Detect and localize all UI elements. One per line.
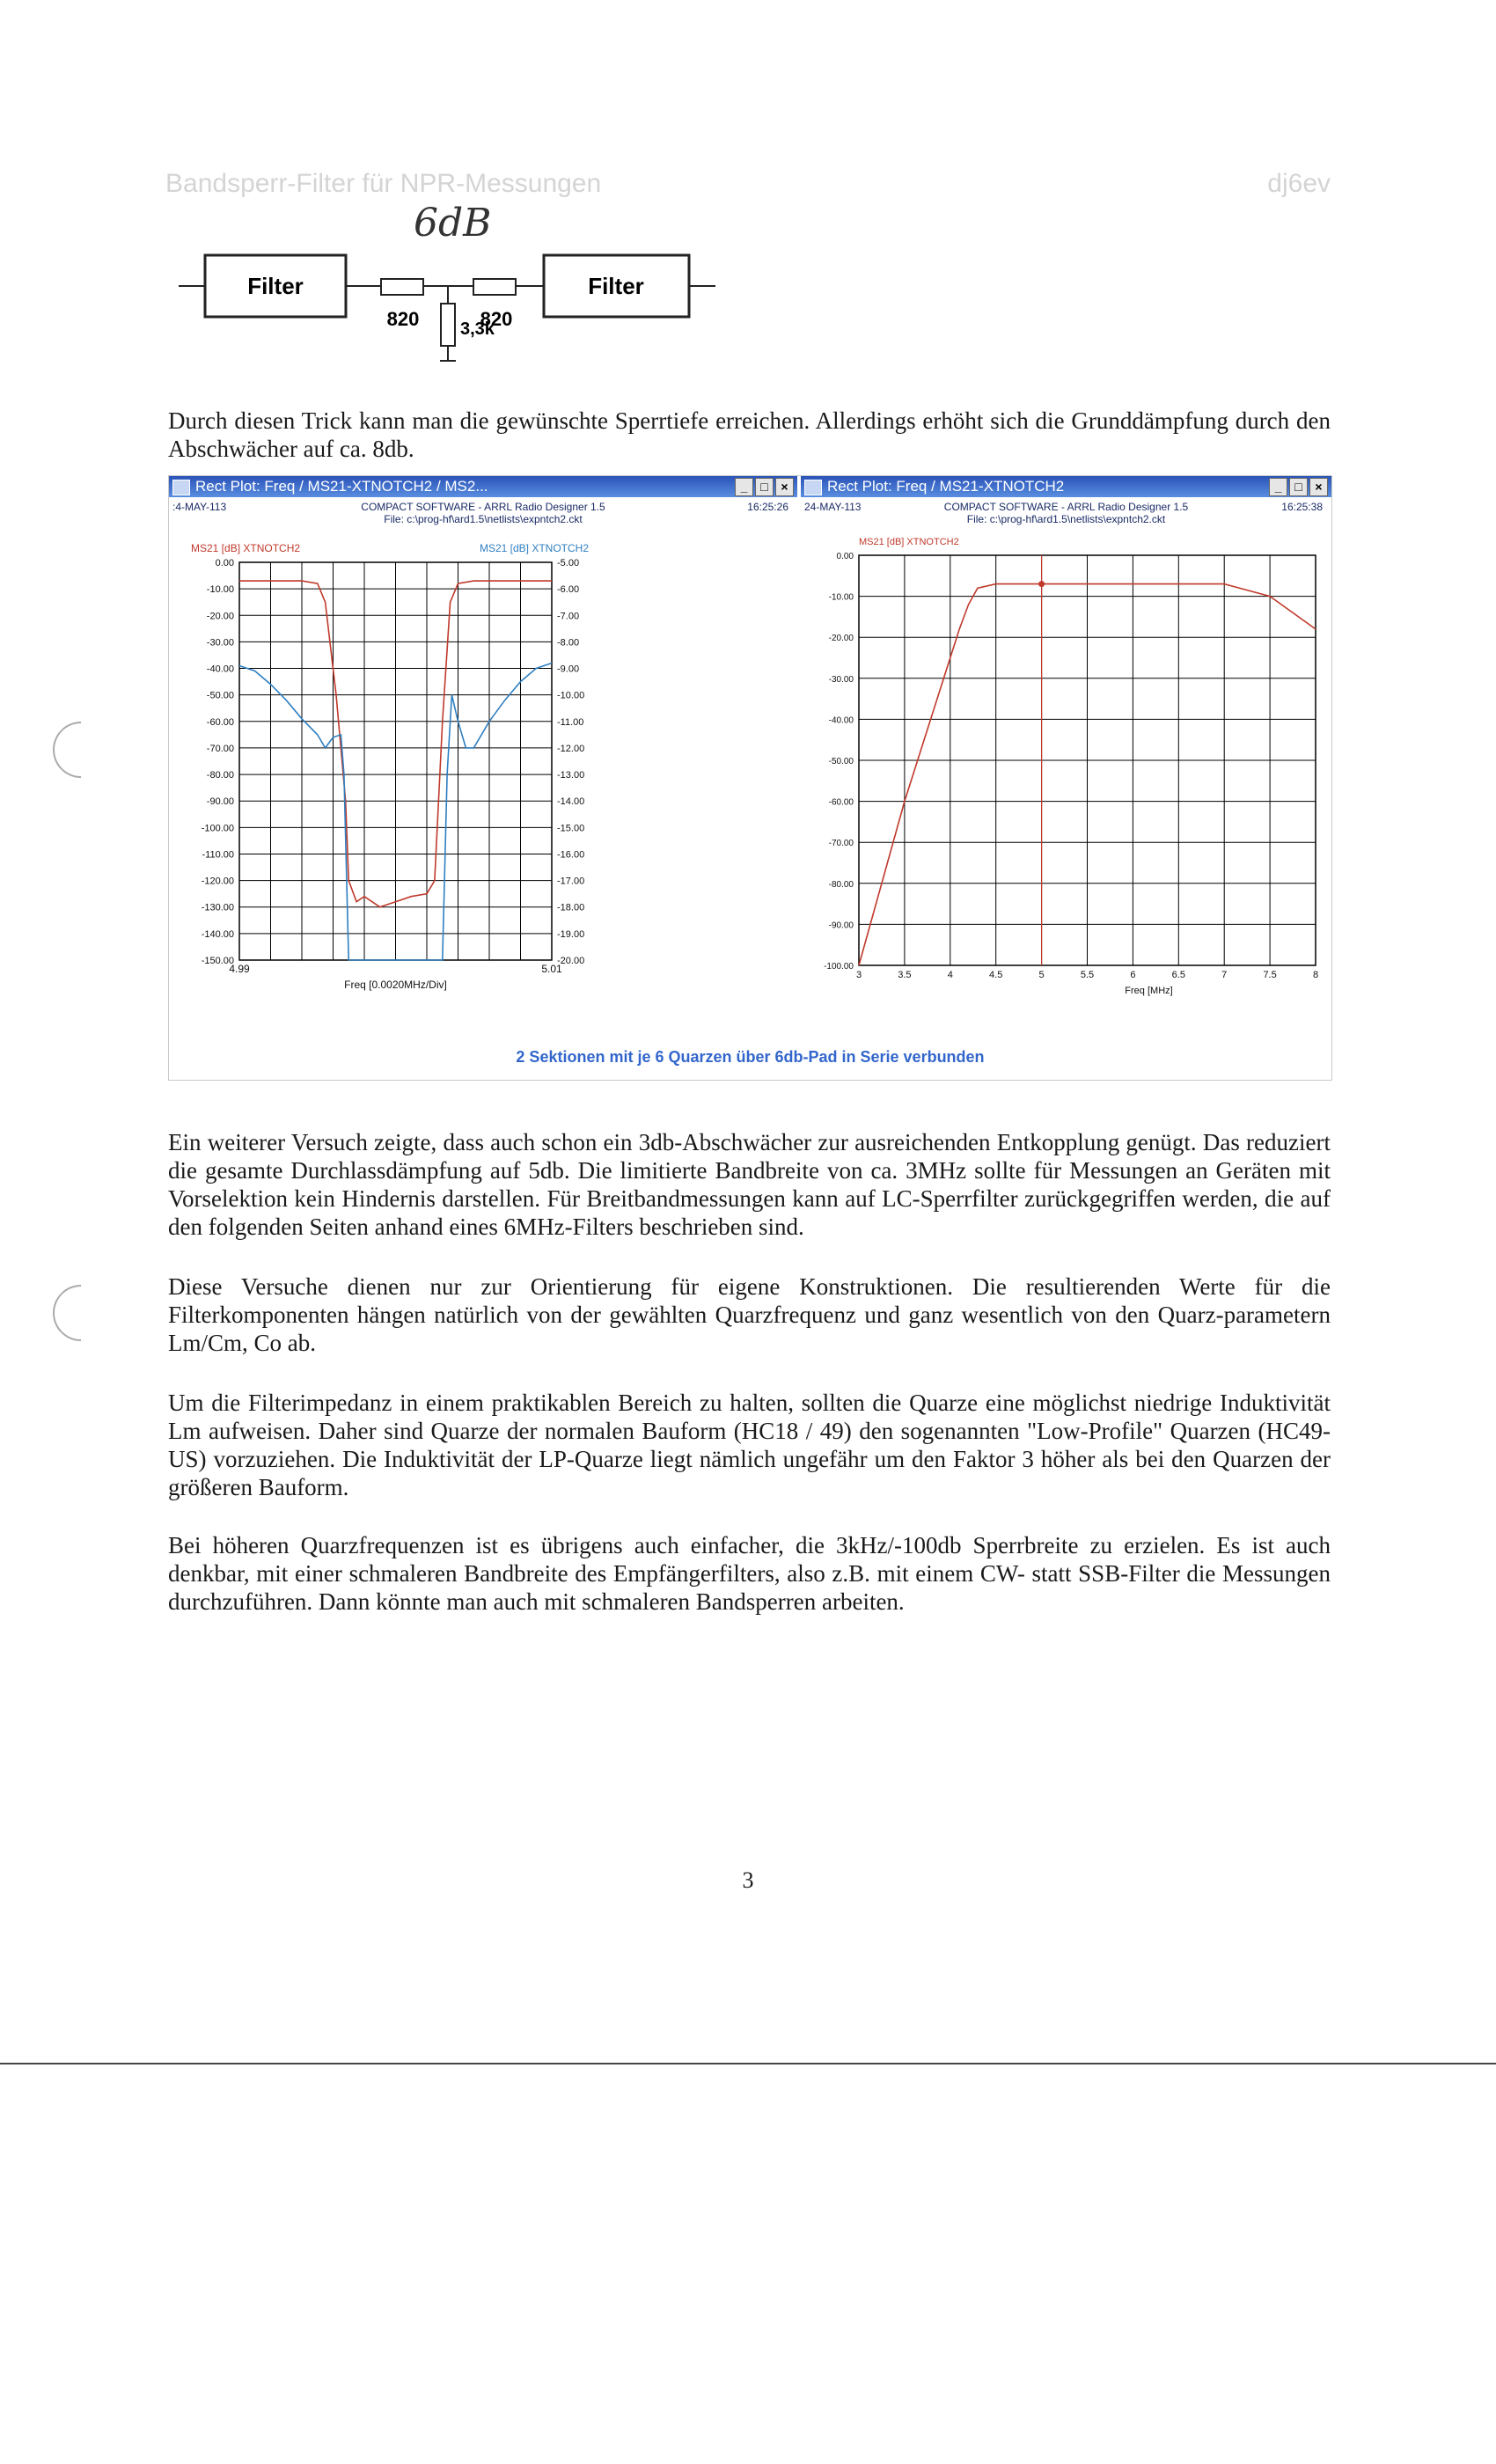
x-tick-label: 4.99 (229, 963, 250, 975)
plot-file-left: File: c:\prog-hf\ard1.5\netlists\expntch2.ckt (384, 513, 583, 525)
y-tick-label: -80.00 (828, 879, 854, 890)
simulation-screenshot (168, 475, 1332, 1081)
header-author: dj6ev (1267, 169, 1331, 198)
intro-paragraph: Durch diesen Trick kann man die gewünschte Sperrtiefe erreichen. Allerdings erhöht sich die Grunddämpfung durch den Abschwächer auf ca. 8db. (168, 407, 1331, 462)
y-tick-label: -20.00 (828, 634, 854, 644)
plot-header-left (169, 497, 797, 534)
y-tick-label-left: -100.00 (201, 823, 234, 834)
page-number: 3 (742, 1867, 754, 1893)
y-tick-label-left: 0.00 (215, 558, 234, 568)
header-title: Bandsperr-Filter für NPR-Messungen (165, 169, 602, 198)
y-tick-label: -10.00 (828, 592, 854, 603)
window-app-icon (172, 480, 190, 495)
y-tick-label-left: -130.00 (201, 902, 234, 913)
x-tick-label: 4.5 (989, 970, 1003, 980)
y-tick-label: -50.00 (828, 757, 854, 766)
punch-hole-top (41, 710, 121, 790)
resistor-r3 (441, 304, 455, 346)
y-tick-label-right: -16.00 (557, 849, 585, 861)
y-tick-label-left: -110.00 (202, 849, 234, 861)
x-tick-label: 5 (1038, 970, 1045, 980)
y-tick-label-left: -30.00 (206, 637, 234, 649)
x-tick-label: 6.5 (1171, 970, 1185, 980)
y-tick-label-left: -10.00 (206, 584, 234, 596)
page-header (165, 169, 1331, 204)
window-title-right: Rect Plot: Freq / MS21-XTNOTCH2 (827, 478, 1065, 495)
resistor-r2-label: 820 (480, 308, 513, 330)
y-tick-label-right: -8.00 (557, 637, 580, 649)
paragraph-3: Um die Filterimpedanz in einem praktikablen Bereich zu halten, sollten die Quarze eine möglichst niedrige Induktivität Lm aufweisen. Daher sind Quarze der normalen Bauform (HC18 / 49) den sogenannten "Low-Profile" Quarzen (HC49-US) vorzuziehen. Die Induktivität der LP-Quarze liegt nämlich ungefähr um den Faktor 3 höher als bei den Quarzen der größeren Bauform. (168, 1390, 1331, 1500)
x-axis-label: Freq [0.0020MHz/Div] (344, 979, 447, 991)
handwritten-note: 6dB (414, 201, 492, 246)
plot-time-left: 16:25:26 (747, 501, 788, 513)
x-tick-label: 8 (1312, 970, 1319, 980)
y-tick-label-right: -18.00 (557, 902, 585, 913)
window-title-bar-right[interactable] (801, 476, 1331, 497)
plot-software-left: COMPACT SOFTWARE - ARRL Radio Designer 1.5 (361, 501, 605, 513)
y-tick-label-right: -15.00 (557, 823, 585, 834)
y-tick-label-right: -12.00 (557, 743, 585, 754)
x-tick-label: 5.01 (541, 963, 562, 975)
maximize-button[interactable]: □ (1289, 478, 1308, 496)
y-tick-label-left: -50.00 (206, 690, 234, 701)
y-tick-label: -100.00 (824, 962, 854, 972)
legend-left: MS21 [dB] XTNOTCH2 (191, 542, 301, 554)
maximize-button[interactable]: □ (755, 478, 774, 496)
y-tick-label-right: -20.00 (557, 956, 585, 966)
x-tick-label: 6 (1130, 970, 1136, 980)
punch-hole-bottom (41, 1273, 121, 1353)
notch-response-chart (169, 534, 797, 1039)
legend-right: MS21 [dB] XTNOTCH2 (479, 542, 589, 554)
screenshot-caption: 2 Sektionen mit je 6 Quarzen über 6db-Pad in Serie verbunden (516, 1048, 985, 1066)
y-tick-label-left: -90.00 (206, 796, 234, 808)
filter-label-left: Filter (247, 273, 304, 299)
x-tick-label: 7 (1221, 970, 1228, 980)
plot-window-right (801, 476, 1331, 1039)
page-edge-line (0, 2063, 1496, 2064)
y-tick-label: -70.00 (828, 839, 854, 849)
close-button[interactable]: × (1309, 478, 1328, 496)
plot-file-right: File: c:\prog-hf\ard1.5\netlists\expntch2.ckt (966, 513, 1166, 525)
y-tick-label-right: -7.00 (557, 611, 580, 622)
y-tick-label-left: -140.00 (201, 928, 234, 940)
legend: MS21 [dB] XTNOTCH2 (859, 537, 959, 547)
paragraph-4: Bei höheren Quarzfrequenzen ist es übrigens auch einfacher, die 3kHz/-100db Sperrbreite zu erzielen. Es ist auch denkbar, mit einer schmaleren Bandbreite des Empfängerfilters, also z.B. mit einem CW- statt SSB-Filter die Messungen durchzuführen. Dann könnte man auch mit schmaleren Bandsperren arbeiten. (168, 1532, 1331, 1615)
plot-date-left: :4-MAY-113 (172, 501, 227, 513)
y-tick-label-right: -14.00 (557, 796, 585, 808)
y-tick-label-right: -6.00 (557, 584, 580, 596)
y-tick-label: -90.00 (828, 920, 854, 931)
attenuator-schematic (165, 238, 737, 387)
y-tick-label-left: -70.00 (206, 743, 234, 754)
y-tick-label-left: -60.00 (206, 716, 234, 728)
x-tick-label: 3.5 (898, 970, 912, 980)
marker-point (1038, 581, 1045, 587)
plot-header-right (801, 497, 1331, 534)
y-tick-label-right: -11.00 (557, 716, 584, 728)
y-tick-label-right: -5.00 (557, 558, 580, 568)
minimize-button[interactable]: _ (735, 478, 753, 496)
plot-time-right: 16:25:38 (1281, 501, 1323, 513)
x-tick-label: 4 (947, 970, 953, 980)
x-tick-label: 7.5 (1263, 970, 1277, 980)
y-tick-label-right: -19.00 (557, 928, 585, 940)
close-button[interactable]: × (775, 478, 794, 496)
window-app-icon (804, 480, 822, 495)
resistor-r1 (381, 279, 423, 295)
resistor-r3-label: 3,3k (460, 319, 495, 339)
window-title-bar-left[interactable] (169, 476, 797, 497)
resistor-r2 (473, 279, 516, 295)
y-tick-label-left: -80.00 (206, 770, 234, 781)
wideband-response-chart (801, 534, 1331, 1039)
window-title-left: Rect Plot: Freq / MS21-XTNOTCH2 / MS2... (195, 478, 488, 495)
filter-label-right: Filter (588, 273, 644, 299)
y-tick-label: -40.00 (828, 715, 854, 726)
y-tick-label: 0.00 (836, 552, 854, 561)
y-tick-label-left: -120.00 (201, 876, 234, 887)
plot-date-right: 24-MAY-113 (804, 501, 862, 513)
y-tick-label-right: -17.00 (557, 876, 585, 887)
paragraph-2: Diese Versuche dienen nur zur Orientierung für eigene Konstruktionen. Die resultierenden Werte für die Filterkomponenten hängen natürlich von der gewählten Quarzfrequenz und ganz wesentlich von den Quarz-parametern Lm/Cm, Co ab. (168, 1273, 1331, 1356)
y-tick-label-left: -20.00 (206, 611, 234, 622)
x-tick-label: 3 (855, 970, 862, 980)
y-tick-label: -60.00 (828, 797, 854, 808)
paragraph-1: Ein weiterer Versuch zeigte, dass auch schon ein 3db-Abschwächer zur ausreichenden Entkopplung genügt. Das reduziert die gesamte Durchlassdämpfung auf 5db. Die limitierte Bandbreite von ca. 3MHz sollte für Messungen an Geräten mit Vorselektion kein Hindernis darstellen. Für Breitbandmessungen kann auf LC-Sperrfilter zurückgegriffen werden, die auf den folgenden Seiten anhand eines 6MHz-Filters beschrieben sind. (168, 1129, 1331, 1240)
y-tick-label-left: -150.00 (201, 956, 234, 966)
plot-window-left (169, 476, 797, 1039)
x-axis-label: Freq [MHz] (1125, 986, 1173, 996)
y-tick-label-right: -9.00 (557, 664, 580, 675)
resistor-r1-label: 820 (386, 308, 420, 330)
y-tick-label-right: -10.00 (557, 690, 585, 701)
y-tick-label: -30.00 (828, 674, 854, 685)
y-tick-label-left: -40.00 (206, 664, 234, 675)
plot-software-right: COMPACT SOFTWARE - ARRL Radio Designer 1.5 (943, 501, 1189, 513)
minimize-button[interactable]: _ (1269, 478, 1287, 496)
x-tick-label: 5.5 (1080, 970, 1095, 980)
y-tick-label-right: -13.00 (557, 770, 585, 781)
